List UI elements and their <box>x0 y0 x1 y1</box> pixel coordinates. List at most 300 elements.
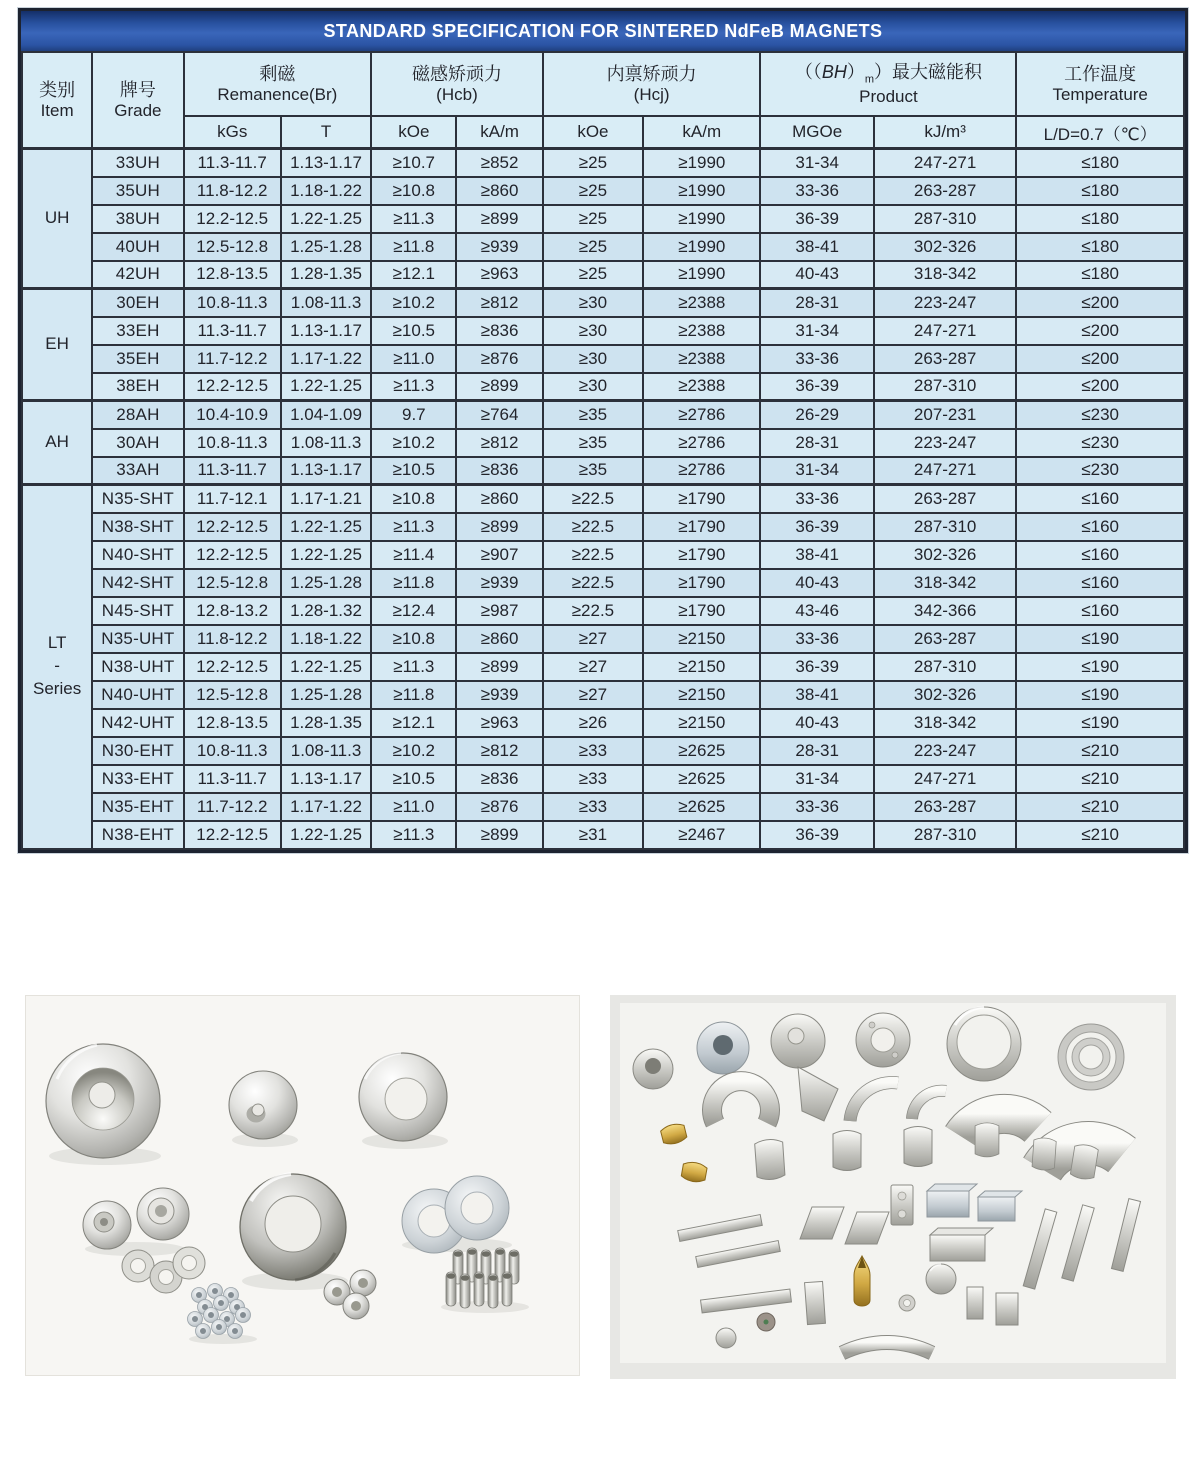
grade-cell: 33AH <box>92 457 183 485</box>
value-cell: ≥30 <box>543 345 643 373</box>
table-row <box>22 457 1184 485</box>
value-cell: 12.5-12.8 <box>184 569 281 597</box>
table-title: STANDARD SPECIFICATION FOR SINTERED NdFeB MAGNETS <box>21 11 1185 51</box>
table-row <box>22 289 1184 317</box>
value-cell: 36-39 <box>760 205 873 233</box>
value-cell: ≥1990 <box>643 233 760 261</box>
value-cell: 1.28-1.35 <box>281 709 371 737</box>
tiny-pot-green-dot <box>757 1313 775 1331</box>
value-cell: ≥10.5 <box>371 457 456 485</box>
grade-cell: N42-SHT <box>92 569 183 597</box>
table-row <box>22 345 1184 373</box>
value-cell: 33-36 <box>760 793 873 821</box>
value-cell: ≥33 <box>543 793 643 821</box>
item-group-cell: UH <box>22 149 92 289</box>
value-cell: ≥764 <box>456 401 542 429</box>
value-cell: 247-271 <box>874 457 1016 485</box>
zinc-ring-thick <box>697 1022 749 1074</box>
value-cell: ≥907 <box>456 541 542 569</box>
value-cell: 302-326 <box>874 541 1016 569</box>
grade-cell: 30AH <box>92 429 183 457</box>
value-cell: ≥939 <box>456 681 542 709</box>
value-cell: 40-43 <box>760 261 873 289</box>
value-cell: ≥2150 <box>643 653 760 681</box>
grade-cell: N35-SHT <box>92 485 183 513</box>
unit-kgs: kGs <box>184 116 281 149</box>
value-cell: 1.13-1.17 <box>281 457 371 485</box>
value-cell: 1.22-1.25 <box>281 541 371 569</box>
table-row <box>22 373 1184 401</box>
value-cell: ≤210 <box>1016 737 1184 765</box>
item-cn: 类别 <box>39 79 76 100</box>
value-cell: ≥25 <box>543 233 643 261</box>
value-cell: 28-31 <box>760 737 873 765</box>
value-cell: ≥31 <box>543 821 643 849</box>
value-cell: 1.22-1.25 <box>281 373 371 401</box>
value-cell: ≥10.5 <box>371 317 456 345</box>
value-cell: ≥10.2 <box>371 429 456 457</box>
value-cell: 1.22-1.25 <box>281 205 371 233</box>
value-cell: 31-34 <box>760 317 873 345</box>
value-cell: ≥899 <box>456 821 542 849</box>
grade-cell: 42UH <box>92 261 183 289</box>
value-cell: 1.22-1.25 <box>281 653 371 681</box>
value-cell: 1.08-11.3 <box>281 737 371 765</box>
value-cell: ≥12.4 <box>371 597 456 625</box>
value-cell: ≥963 <box>456 261 542 289</box>
item-group-cell: LT - Series <box>22 485 92 849</box>
grade-cell: N35-EHT <box>92 793 183 821</box>
table-row <box>22 485 1184 513</box>
value-cell: ≥860 <box>456 625 542 653</box>
table-row <box>22 401 1184 429</box>
value-cell: 38-41 <box>760 541 873 569</box>
value-cell: 36-39 <box>760 821 873 849</box>
table-row <box>22 793 1184 821</box>
value-cell: 33-36 <box>760 625 873 653</box>
value-cell: ≥12.1 <box>371 261 456 289</box>
value-cell: ≤210 <box>1016 793 1184 821</box>
value-cell: 1.17-1.22 <box>281 793 371 821</box>
value-cell: ≥836 <box>456 317 542 345</box>
large-block <box>930 1228 993 1261</box>
value-cell: 12.8-13.5 <box>184 709 281 737</box>
value-cell: ≥2150 <box>643 625 760 653</box>
polished-ring-magnet <box>240 1174 346 1280</box>
value-cell: ≥11.3 <box>371 821 456 849</box>
value-cell: 11.7-12.2 <box>184 345 281 373</box>
disc-magnet-with-hole <box>229 1071 297 1139</box>
value-cell: ≥25 <box>543 149 643 177</box>
value-cell: ≥1790 <box>643 597 760 625</box>
table-row <box>22 541 1184 569</box>
value-cell: ≥11.8 <box>371 569 456 597</box>
value-cell: ≥1790 <box>643 485 760 513</box>
value-cell: ≤190 <box>1016 653 1184 681</box>
grade-cell: 40UH <box>92 233 183 261</box>
value-cell: 11.7-12.1 <box>184 485 281 513</box>
value-cell: 36-39 <box>760 373 873 401</box>
value-cell: ≥1790 <box>643 513 760 541</box>
value-cell: 26-29 <box>760 401 873 429</box>
countersunk-magnet-large <box>46 1044 160 1158</box>
grade-cell: N42-UHT <box>92 709 183 737</box>
value-cell: ≤190 <box>1016 681 1184 709</box>
value-cell: ≥939 <box>456 569 542 597</box>
value-cell: ≤190 <box>1016 709 1184 737</box>
grade-cell: 38EH <box>92 373 183 401</box>
value-cell: ≥987 <box>456 597 542 625</box>
value-cell: ≤230 <box>1016 401 1184 429</box>
value-cell: 287-310 <box>874 373 1016 401</box>
grade-cn: 牌号 <box>119 79 156 100</box>
value-cell: ≥836 <box>456 457 542 485</box>
table-row <box>22 625 1184 653</box>
value-cell: ≥33 <box>543 765 643 793</box>
value-cell: ≥2150 <box>643 681 760 709</box>
value-cell: ≥812 <box>456 289 542 317</box>
value-cell: 12.8-13.5 <box>184 261 281 289</box>
value-cell: 28-31 <box>760 429 873 457</box>
value-cell: 10.8-11.3 <box>184 289 281 317</box>
grade-cell: N38-UHT <box>92 653 183 681</box>
value-cell: ≥22.5 <box>543 569 643 597</box>
value-cell: ≥10.2 <box>371 289 456 317</box>
value-cell: ≥812 <box>456 429 542 457</box>
value-cell: ≥12.1 <box>371 709 456 737</box>
value-cell: 1.18-1.22 <box>281 625 371 653</box>
value-cell: 1.28-1.32 <box>281 597 371 625</box>
value-cell: ≥899 <box>456 205 542 233</box>
value-cell: 31-34 <box>760 457 873 485</box>
value-cell: 1.04-1.09 <box>281 401 371 429</box>
value-cell: 263-287 <box>874 625 1016 653</box>
grade-cell: 28AH <box>92 401 183 429</box>
value-cell: 1.08-11.3 <box>281 289 371 317</box>
double-washer-rings <box>1058 1024 1124 1090</box>
col-header-remanence: 剩磁 Remanence(Br) <box>184 52 372 116</box>
value-cell: 287-310 <box>874 513 1016 541</box>
item-group-cell: AH <box>22 401 92 485</box>
value-cell: ≥30 <box>543 317 643 345</box>
photo-right-magnets <box>610 995 1176 1379</box>
item-en: Item <box>40 101 74 121</box>
value-cell: ≥11.3 <box>371 653 456 681</box>
value-cell: ≥11.3 <box>371 205 456 233</box>
value-cell: ≤160 <box>1016 597 1184 625</box>
value-cell: 12.2-12.5 <box>184 653 281 681</box>
large-ring-polished <box>947 1007 1021 1081</box>
value-cell: ≥2625 <box>643 793 760 821</box>
col-header-item <box>22 52 92 149</box>
value-cell: 1.08-11.3 <box>281 429 371 457</box>
value-cell: ≥35 <box>543 401 643 429</box>
value-cell: 247-271 <box>874 317 1016 345</box>
value-cell: ≤210 <box>1016 821 1184 849</box>
value-cell: 263-287 <box>874 485 1016 513</box>
table-row <box>22 653 1184 681</box>
value-cell: 1.28-1.35 <box>281 261 371 289</box>
value-cell: 1.25-1.28 <box>281 233 371 261</box>
value-cell: ≥1790 <box>643 541 760 569</box>
plate-with-holes <box>891 1185 913 1225</box>
value-cell: ≤200 <box>1016 373 1184 401</box>
unit-hcb-kam: kA/m <box>456 116 542 149</box>
value-cell: ≥2150 <box>643 709 760 737</box>
value-cell: 12.2-12.5 <box>184 373 281 401</box>
value-cell: 1.25-1.28 <box>281 569 371 597</box>
value-cell: ≥899 <box>456 373 542 401</box>
grade-cell: N38-EHT <box>92 821 183 849</box>
value-cell: 1.17-1.21 <box>281 485 371 513</box>
grade-cell: N40-UHT <box>92 681 183 709</box>
value-cell: ≥35 <box>543 429 643 457</box>
item-group-cell: EH <box>22 289 92 401</box>
grade-cell: N30-EHT <box>92 737 183 765</box>
value-cell: 287-310 <box>874 205 1016 233</box>
value-cell: 302-326 <box>874 681 1016 709</box>
value-cell: 36-39 <box>760 653 873 681</box>
value-cell: ≤160 <box>1016 485 1184 513</box>
col-header-bhmax: $((BH)_m)$最大磁能积 Product <box>760 52 1016 116</box>
value-cell: ≥22.5 <box>543 541 643 569</box>
value-cell: ≥27 <box>543 681 643 709</box>
value-cell: ≥11.3 <box>371 513 456 541</box>
value-cell: 12.5-12.8 <box>184 681 281 709</box>
unit-hcj-koe: kOe <box>543 116 643 149</box>
value-cell: ≥11.0 <box>371 345 456 373</box>
table-row <box>22 261 1184 289</box>
value-cell: ≥33 <box>543 737 643 765</box>
value-cell: 1.22-1.25 <box>281 513 371 541</box>
col-header-hcb: 磁感矫顽力 (Hcb) <box>371 52 543 116</box>
value-cell: 11.7-12.2 <box>184 793 281 821</box>
value-cell: 1.25-1.28 <box>281 681 371 709</box>
value-cell: 11.8-12.2 <box>184 177 281 205</box>
unit-mgoe: MGOe <box>760 116 873 149</box>
table-row <box>22 597 1184 625</box>
value-cell: ≤160 <box>1016 513 1184 541</box>
value-cell: 247-271 <box>874 765 1016 793</box>
value-cell: ≥22.5 <box>543 597 643 625</box>
value-cell: ≥2786 <box>643 457 760 485</box>
value-cell: 1.13-1.17 <box>281 149 371 177</box>
grade-cell: N45-SHT <box>92 597 183 625</box>
value-cell: ≥22.5 <box>543 485 643 513</box>
grade-en: Grade <box>114 101 162 121</box>
value-cell: ≥1790 <box>643 569 760 597</box>
value-cell: 287-310 <box>874 653 1016 681</box>
value-cell: 40-43 <box>760 569 873 597</box>
value-cell: 263-287 <box>874 793 1016 821</box>
table-row <box>22 205 1184 233</box>
value-cell: ≥11.8 <box>371 233 456 261</box>
value-cell: ≥2388 <box>643 317 760 345</box>
value-cell: 33-36 <box>760 345 873 373</box>
value-cell: 1.18-1.22 <box>281 177 371 205</box>
value-cell: ≤200 <box>1016 289 1184 317</box>
value-cell: ≥852 <box>456 149 542 177</box>
fan-segment-1 <box>962 1114 1038 1137</box>
value-cell: ≥35 <box>543 457 643 485</box>
table-row <box>22 317 1184 345</box>
value-cell: ≤180 <box>1016 261 1184 289</box>
table-row <box>22 429 1184 457</box>
value-cell: ≤200 <box>1016 317 1184 345</box>
value-cell: 247-271 <box>874 149 1016 177</box>
value-cell: ≥2625 <box>643 737 760 765</box>
value-cell: 287-310 <box>874 821 1016 849</box>
value-cell: ≤190 <box>1016 625 1184 653</box>
value-cell: ≥30 <box>543 289 643 317</box>
value-cell: 38-41 <box>760 681 873 709</box>
value-cell: 31-34 <box>760 765 873 793</box>
value-cell: 11.3-11.7 <box>184 317 281 345</box>
value-cell: ≥1990 <box>643 261 760 289</box>
value-cell: 1.13-1.17 <box>281 765 371 793</box>
value-cell: 318-342 <box>874 709 1016 737</box>
value-cell: ≥2388 <box>643 345 760 373</box>
grade-cell: 38UH <box>92 205 183 233</box>
spec-grid <box>21 51 1185 850</box>
value-cell: 40-43 <box>760 709 873 737</box>
value-cell: ≥2388 <box>643 289 760 317</box>
value-cell: ≤180 <box>1016 149 1184 177</box>
table-row <box>22 569 1184 597</box>
value-cell: 33-36 <box>760 485 873 513</box>
table-row <box>22 177 1184 205</box>
grade-cell: 33UH <box>92 149 183 177</box>
value-cell: ≥10.7 <box>371 149 456 177</box>
value-cell: 342-366 <box>874 597 1016 625</box>
value-cell: ≤210 <box>1016 765 1184 793</box>
value-cell: ≥11.0 <box>371 793 456 821</box>
value-cell: 263-287 <box>874 177 1016 205</box>
table-row <box>22 765 1184 793</box>
value-cell: ≤230 <box>1016 429 1184 457</box>
spec-table-body <box>22 149 1184 849</box>
value-cell: ≥939 <box>456 233 542 261</box>
table-row <box>22 821 1184 849</box>
value-cell: ≥10.8 <box>371 177 456 205</box>
table-row <box>22 737 1184 765</box>
value-cell: 1.13-1.17 <box>281 317 371 345</box>
value-cell: 11.8-12.2 <box>184 625 281 653</box>
value-cell: 9.7 <box>371 401 456 429</box>
value-cell: 318-342 <box>874 569 1016 597</box>
value-cell: ≥2467 <box>643 821 760 849</box>
ring-magnet-large <box>359 1053 447 1141</box>
grade-cell: 35EH <box>92 345 183 373</box>
value-cell: 12.8-13.2 <box>184 597 281 625</box>
flat-ring-two-holes <box>856 1013 910 1067</box>
value-cell: 12.2-12.5 <box>184 821 281 849</box>
value-cell: ≥10.2 <box>371 737 456 765</box>
grade-cell: N35-UHT <box>92 625 183 653</box>
value-cell: 11.3-11.7 <box>184 149 281 177</box>
ring-pot-small <box>633 1049 673 1089</box>
value-cell: ≥899 <box>456 653 542 681</box>
value-cell: 33-36 <box>760 177 873 205</box>
value-cell: 12.2-12.5 <box>184 205 281 233</box>
value-cell: 11.3-11.7 <box>184 765 281 793</box>
grade-cell: N40-SHT <box>92 541 183 569</box>
grade-cell: N33-EHT <box>92 765 183 793</box>
value-cell: 223-247 <box>874 429 1016 457</box>
value-cell: ≤230 <box>1016 457 1184 485</box>
unit-t: T <box>281 116 371 149</box>
col-header-temperature: 工作温度 Temperature <box>1016 52 1184 116</box>
value-cell: ≥11.8 <box>371 681 456 709</box>
unit-ld: L/D=0.7（℃） <box>1016 116 1184 149</box>
value-cell: ≥876 <box>456 793 542 821</box>
value-cell: 28-31 <box>760 289 873 317</box>
grade-cell: N38-SHT <box>92 513 183 541</box>
grade-cell: 35UH <box>92 177 183 205</box>
value-cell: 43-46 <box>760 597 873 625</box>
value-cell: ≤180 <box>1016 177 1184 205</box>
value-cell: ≥2786 <box>643 429 760 457</box>
value-cell: ≥1990 <box>643 149 760 177</box>
value-cell: 223-247 <box>874 289 1016 317</box>
value-cell: ≥2388 <box>643 373 760 401</box>
disc-magnet-small <box>926 1264 956 1294</box>
value-cell: ≥860 <box>456 485 542 513</box>
value-cell: ≥963 <box>456 709 542 737</box>
photo-left-magnets <box>25 995 580 1376</box>
value-cell: ≥26 <box>543 709 643 737</box>
value-cell: ≥25 <box>543 261 643 289</box>
spec-table <box>18 8 1188 853</box>
value-cell: 1.17-1.22 <box>281 345 371 373</box>
value-cell: ≥899 <box>456 513 542 541</box>
value-cell: 12.2-12.5 <box>184 541 281 569</box>
value-cell: ≤200 <box>1016 345 1184 373</box>
table-row <box>22 709 1184 737</box>
value-cell: ≥10.5 <box>371 765 456 793</box>
value-cell: 302-326 <box>874 233 1016 261</box>
value-cell: ≤160 <box>1016 541 1184 569</box>
value-cell: ≥876 <box>456 345 542 373</box>
unit-kjm3: kJ/m³ <box>874 116 1016 149</box>
table-row <box>22 149 1184 177</box>
value-cell: ≤180 <box>1016 233 1184 261</box>
table-row <box>22 233 1184 261</box>
value-cell: ≤160 <box>1016 569 1184 597</box>
unit-hcj-kam: kA/m <box>643 116 760 149</box>
value-cell: 10.8-11.3 <box>184 429 281 457</box>
value-cell: 10.8-11.3 <box>184 737 281 765</box>
value-cell: ≥2625 <box>643 765 760 793</box>
value-cell: ≥2786 <box>643 401 760 429</box>
value-cell: ≥11.3 <box>371 373 456 401</box>
unit-hcb-koe: kOe <box>371 116 456 149</box>
value-cell: 1.22-1.25 <box>281 821 371 849</box>
small-disc-bottom <box>716 1328 736 1348</box>
col-header-hcj: 内禀矫顽力 (Hcj) <box>543 52 761 116</box>
value-cell: ≥10.8 <box>371 625 456 653</box>
value-cell: 12.5-12.8 <box>184 233 281 261</box>
value-cell: 36-39 <box>760 513 873 541</box>
value-cell: ≤180 <box>1016 205 1184 233</box>
value-cell: ≥25 <box>543 205 643 233</box>
value-cell: ≥860 <box>456 177 542 205</box>
value-cell: 31-34 <box>760 149 873 177</box>
value-cell: ≥25 <box>543 177 643 205</box>
grade-cell: 30EH <box>92 289 183 317</box>
small-vertical-bar <box>805 1281 826 1324</box>
value-cell: ≥30 <box>543 373 643 401</box>
